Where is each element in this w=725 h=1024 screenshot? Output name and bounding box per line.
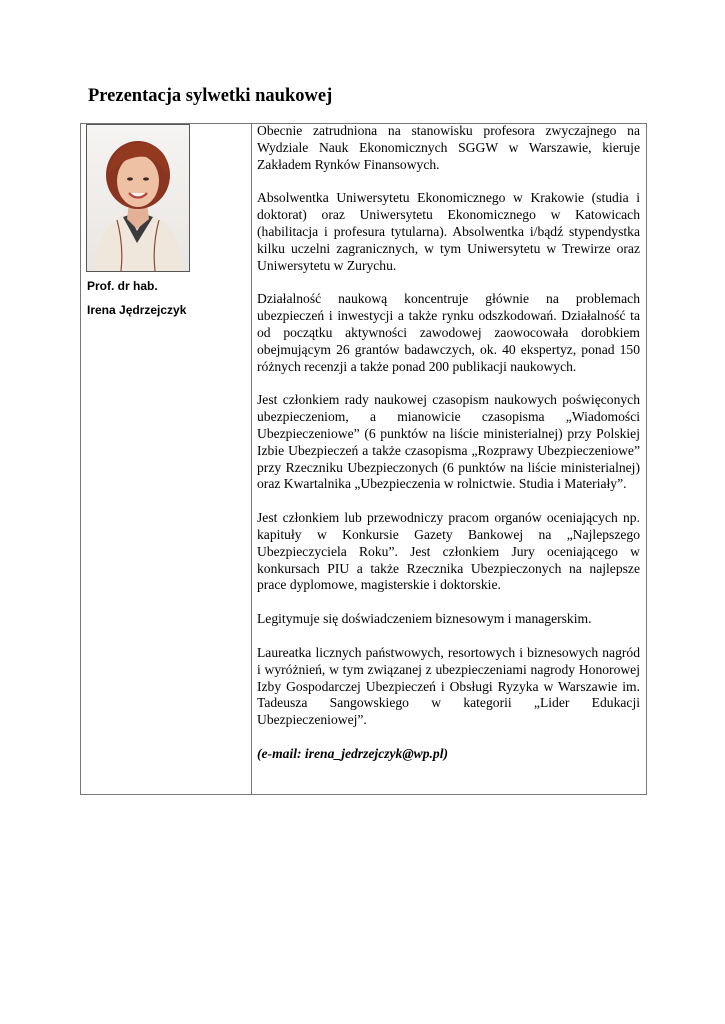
bio-paragraph: Jest członkiem rady naukowej czasopism naukowych poświęconych ubezpieczeniom, a mianowicie czasopisma „Wiadomości Ubezpieczeniowe” (6 punktów na liście ministerialnej) przy Polskiej Izbie Ubezpieczeń a także czasopisma „Rozprawy Ubezpieczeniowe” przy Rzeczniku Ubezpieczonych (6 punktów na liście ministerialnej) oraz Kwartalnika „Ubezpieczenia w rolnictwie. Studia i Materiały”. (257, 392, 640, 492)
person-name: Irena Jędrzejczyk (87, 303, 187, 317)
bio-paragraph: Legitymuje się doświadczeniem biznesowym i managerskim. (257, 611, 592, 627)
email-line: (e-mail: irena_jedrzejczyk@wp.pl) (257, 745, 449, 761)
portrait-photo-icon (87, 125, 189, 271)
bio-content (257, 123, 640, 763)
person-name-block (87, 278, 247, 318)
portrait-photo (86, 124, 190, 272)
academic-title: Prof. dr hab. (87, 279, 158, 293)
bio-paragraph: Działalność naukową koncentruje głównie na problemach ubezpieczeń i inwestycji a także rynku odszkodowań. Działalność ta od początku aktywności zawodowej zaowocowała dorobkiem obejmującym 26 grantów badawczych, ok. 40 ekspertyz, ponad 150 różnych recenzji a także ponad 200 publikacji naukowych. (257, 291, 640, 374)
bio-paragraph: Jest członkiem lub przewodniczy pracom organów oceniających np. kapituły w Konkursie Gazety Bankowej na „Najlepszego Ubezpieczyciela Roku”. Jest członkiem Jury oceniającego w konkursach PIU a także Rzecznika Ubezpieczonych na najlepsze prace dyplomowe, magisterskie i doktorskie. (257, 510, 640, 593)
bio-paragraph: Laureatka licznych państwowych, resortowych i biznesowych nagród i wyróżnień, w tym związanej z ubezpieczeniami nagrody Honorowej Izby Gospodarczej Ubezpieczeń i Obsługi Ryzyka w Warszawie im. Tadeusza Sangowskiego w kategorii „Lider Edukacji Ubezpieczeniowej”. (257, 644, 640, 728)
bio-paragraph: Absolwentka Uniwersytetu Ekonomicznego w Krakowie (studia i doktorat) oraz Uniwersytetu Ekonomicznego w Katowicach (habilitacja i profesura tytularna). Absolwentka i/bądź stypendystka kilku uczelni zagranicznych, w tym Uniwersytetu w Trewirze oraz Uniwersytetu w Zurychu. (257, 190, 640, 273)
bio-paragraph: Obecnie zatrudniona na stanowisku profesora zwyczajnego na Wydziale Nauk Ekonomicznych SGGW w Warszawie, kieruje Zakładem Rynków Finansowych. (257, 123, 640, 172)
column-divider (251, 123, 252, 795)
page-title: Prezentacja sylwetki naukowej (88, 86, 333, 106)
